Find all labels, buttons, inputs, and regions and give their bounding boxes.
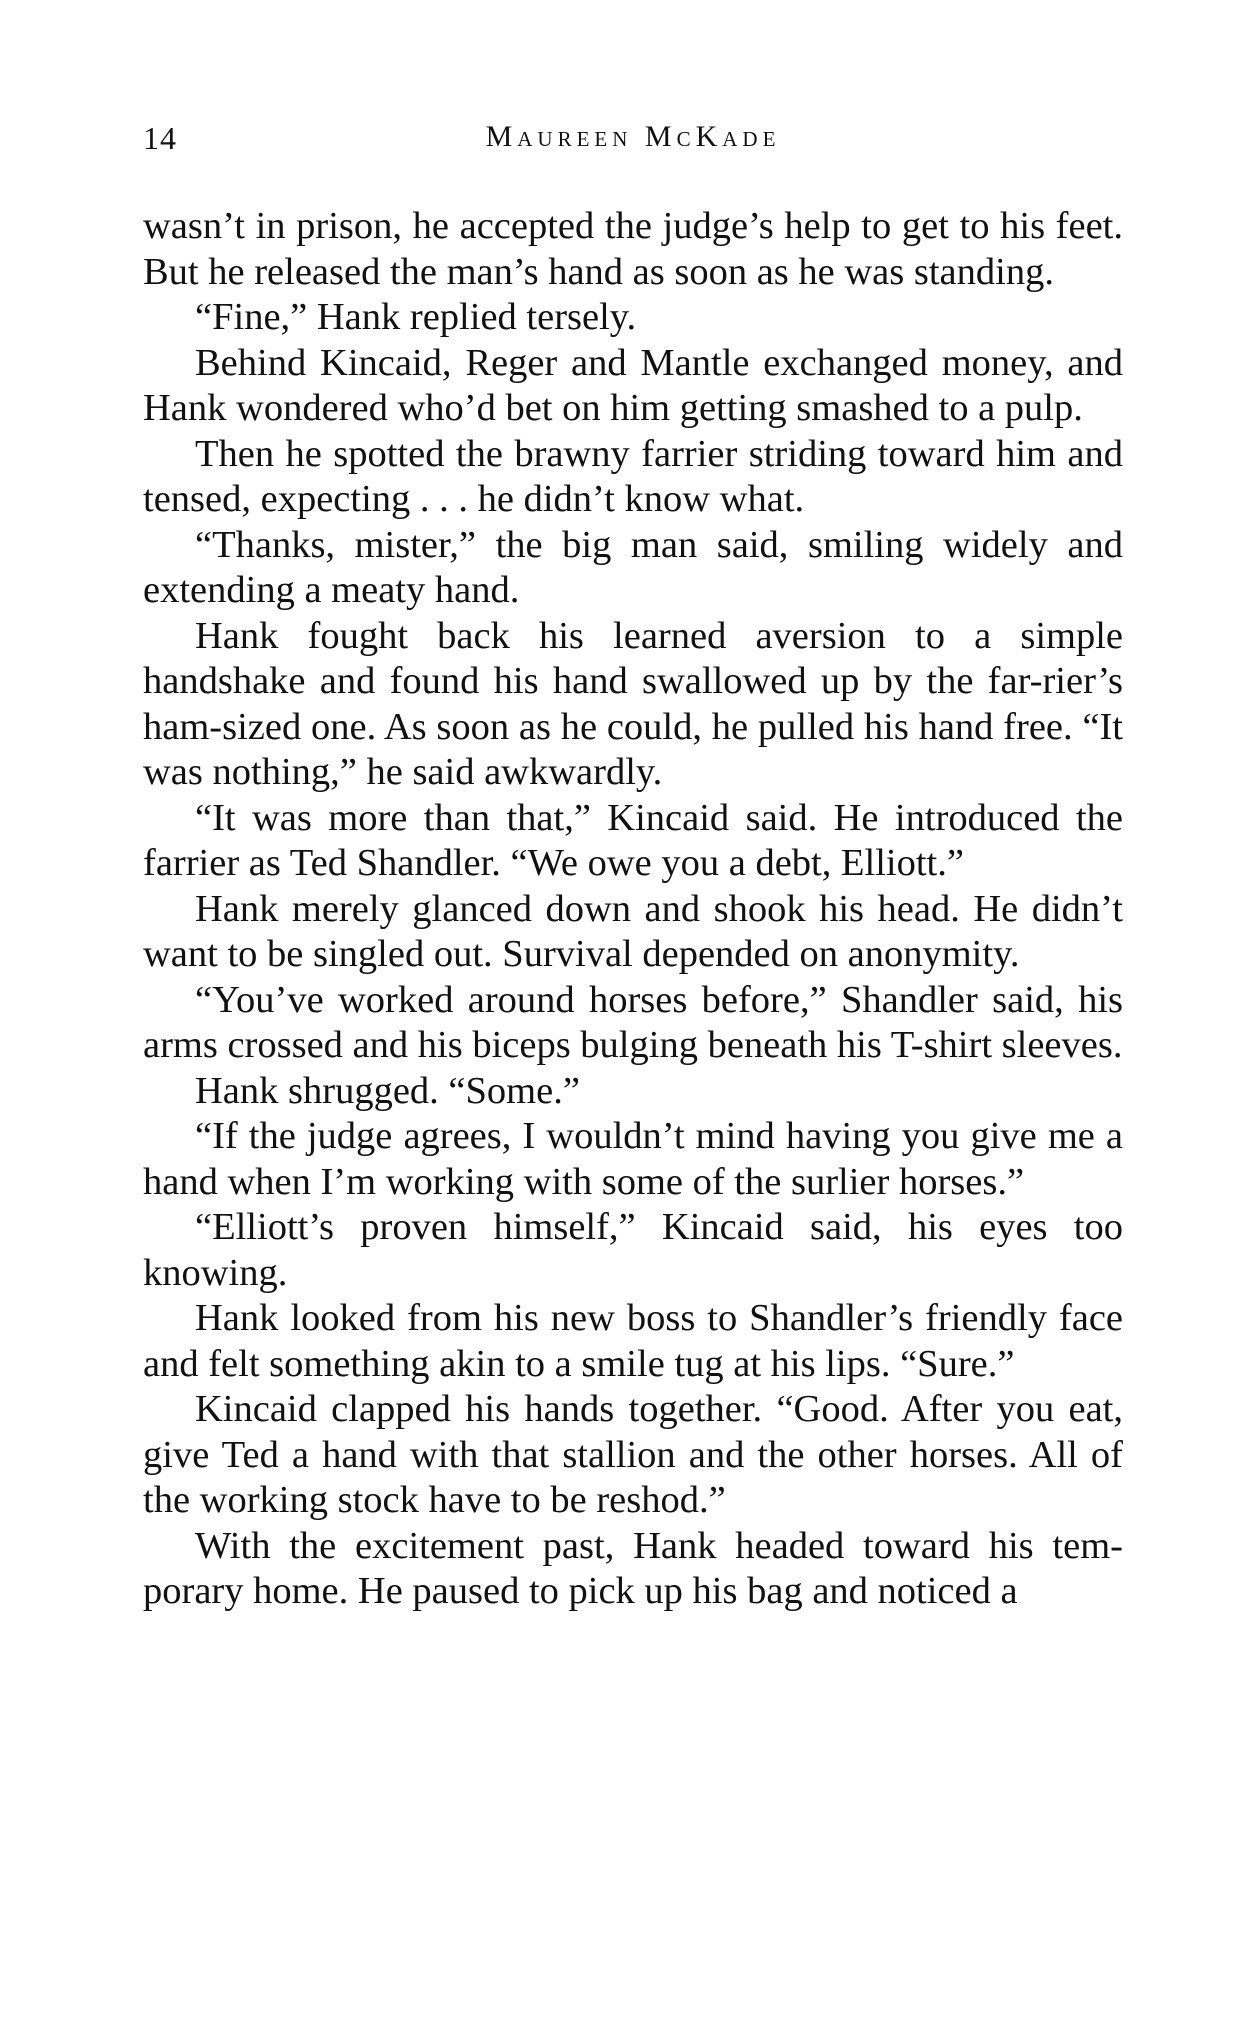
paragraph: “Fine,” Hank replied tersely. — [195, 296, 637, 338]
paragraph: “You’ve worked around horses before,” Shandler said, his arms crossed and his biceps bulging beneath his T-shirt sleeves. — [143, 978, 1123, 1066]
paragraph: With the excitement past, Hank headed toward his tem-porary home. He paused to pick up his bag and noticed a — [143, 1524, 1123, 1612]
paragraph: Then he spotted the brawny farrier striding toward him and tensed, expecting . . . he didn’t know what. — [143, 432, 1123, 520]
paragraph: “Elliott’s proven himself,” Kincaid said, his eyes too knowing. — [143, 1206, 1123, 1294]
paragraph: Behind Kincaid, Reger and Mantle exchanged money, and Hank wondered who’d bet on him getting smashed to a pulp. — [143, 341, 1123, 429]
paragraph: Hank fought back his learned aversion to a simple handshake and found his hand swallowed up by the far-rier’s ham-sized one. As soon as he could, he pulled his hand free. “It was nothing,” he said awkwardly. — [143, 614, 1123, 793]
paragraph: Kincaid clapped his hands together. “Good. After you eat, give Ted a hand with that stallion and the other horses. All of the working stock have to be reshod.” — [143, 1388, 1123, 1521]
body-text — [143, 204, 1123, 1615]
paragraph: wasn’t in prison, he accepted the judge’s help to get to his feet. But he released the man’s hand as soon as he was standing. — [143, 205, 1123, 293]
paragraph: “It was more than that,” Kincaid said. He introduced the farrier as Ted Shandler. “We owe you a debt, Elliott.” — [143, 796, 1123, 884]
paragraph: “If the judge agrees, I wouldn’t mind having you give me a hand when I’m working with some of the surlier horses.” — [143, 1115, 1123, 1203]
running-title-author: Maureen McKade — [485, 120, 781, 153]
page-number: 14 — [143, 120, 177, 156]
paragraph: Hank looked from his new boss to Shandler’s friendly face and felt something akin to a smile tug at his lips. “Sure.” — [143, 1297, 1123, 1385]
paragraph: Hank shrugged. “Some.” — [195, 1069, 580, 1112]
paragraph: Hank merely glanced down and shook his head. He didn’t want to be singled out. Survival depended on anonymity. — [143, 887, 1123, 975]
paragraph: “Thanks, mister,” the big man said, smiling widely and extending a meaty hand. — [143, 523, 1123, 611]
running-head — [143, 120, 1123, 170]
